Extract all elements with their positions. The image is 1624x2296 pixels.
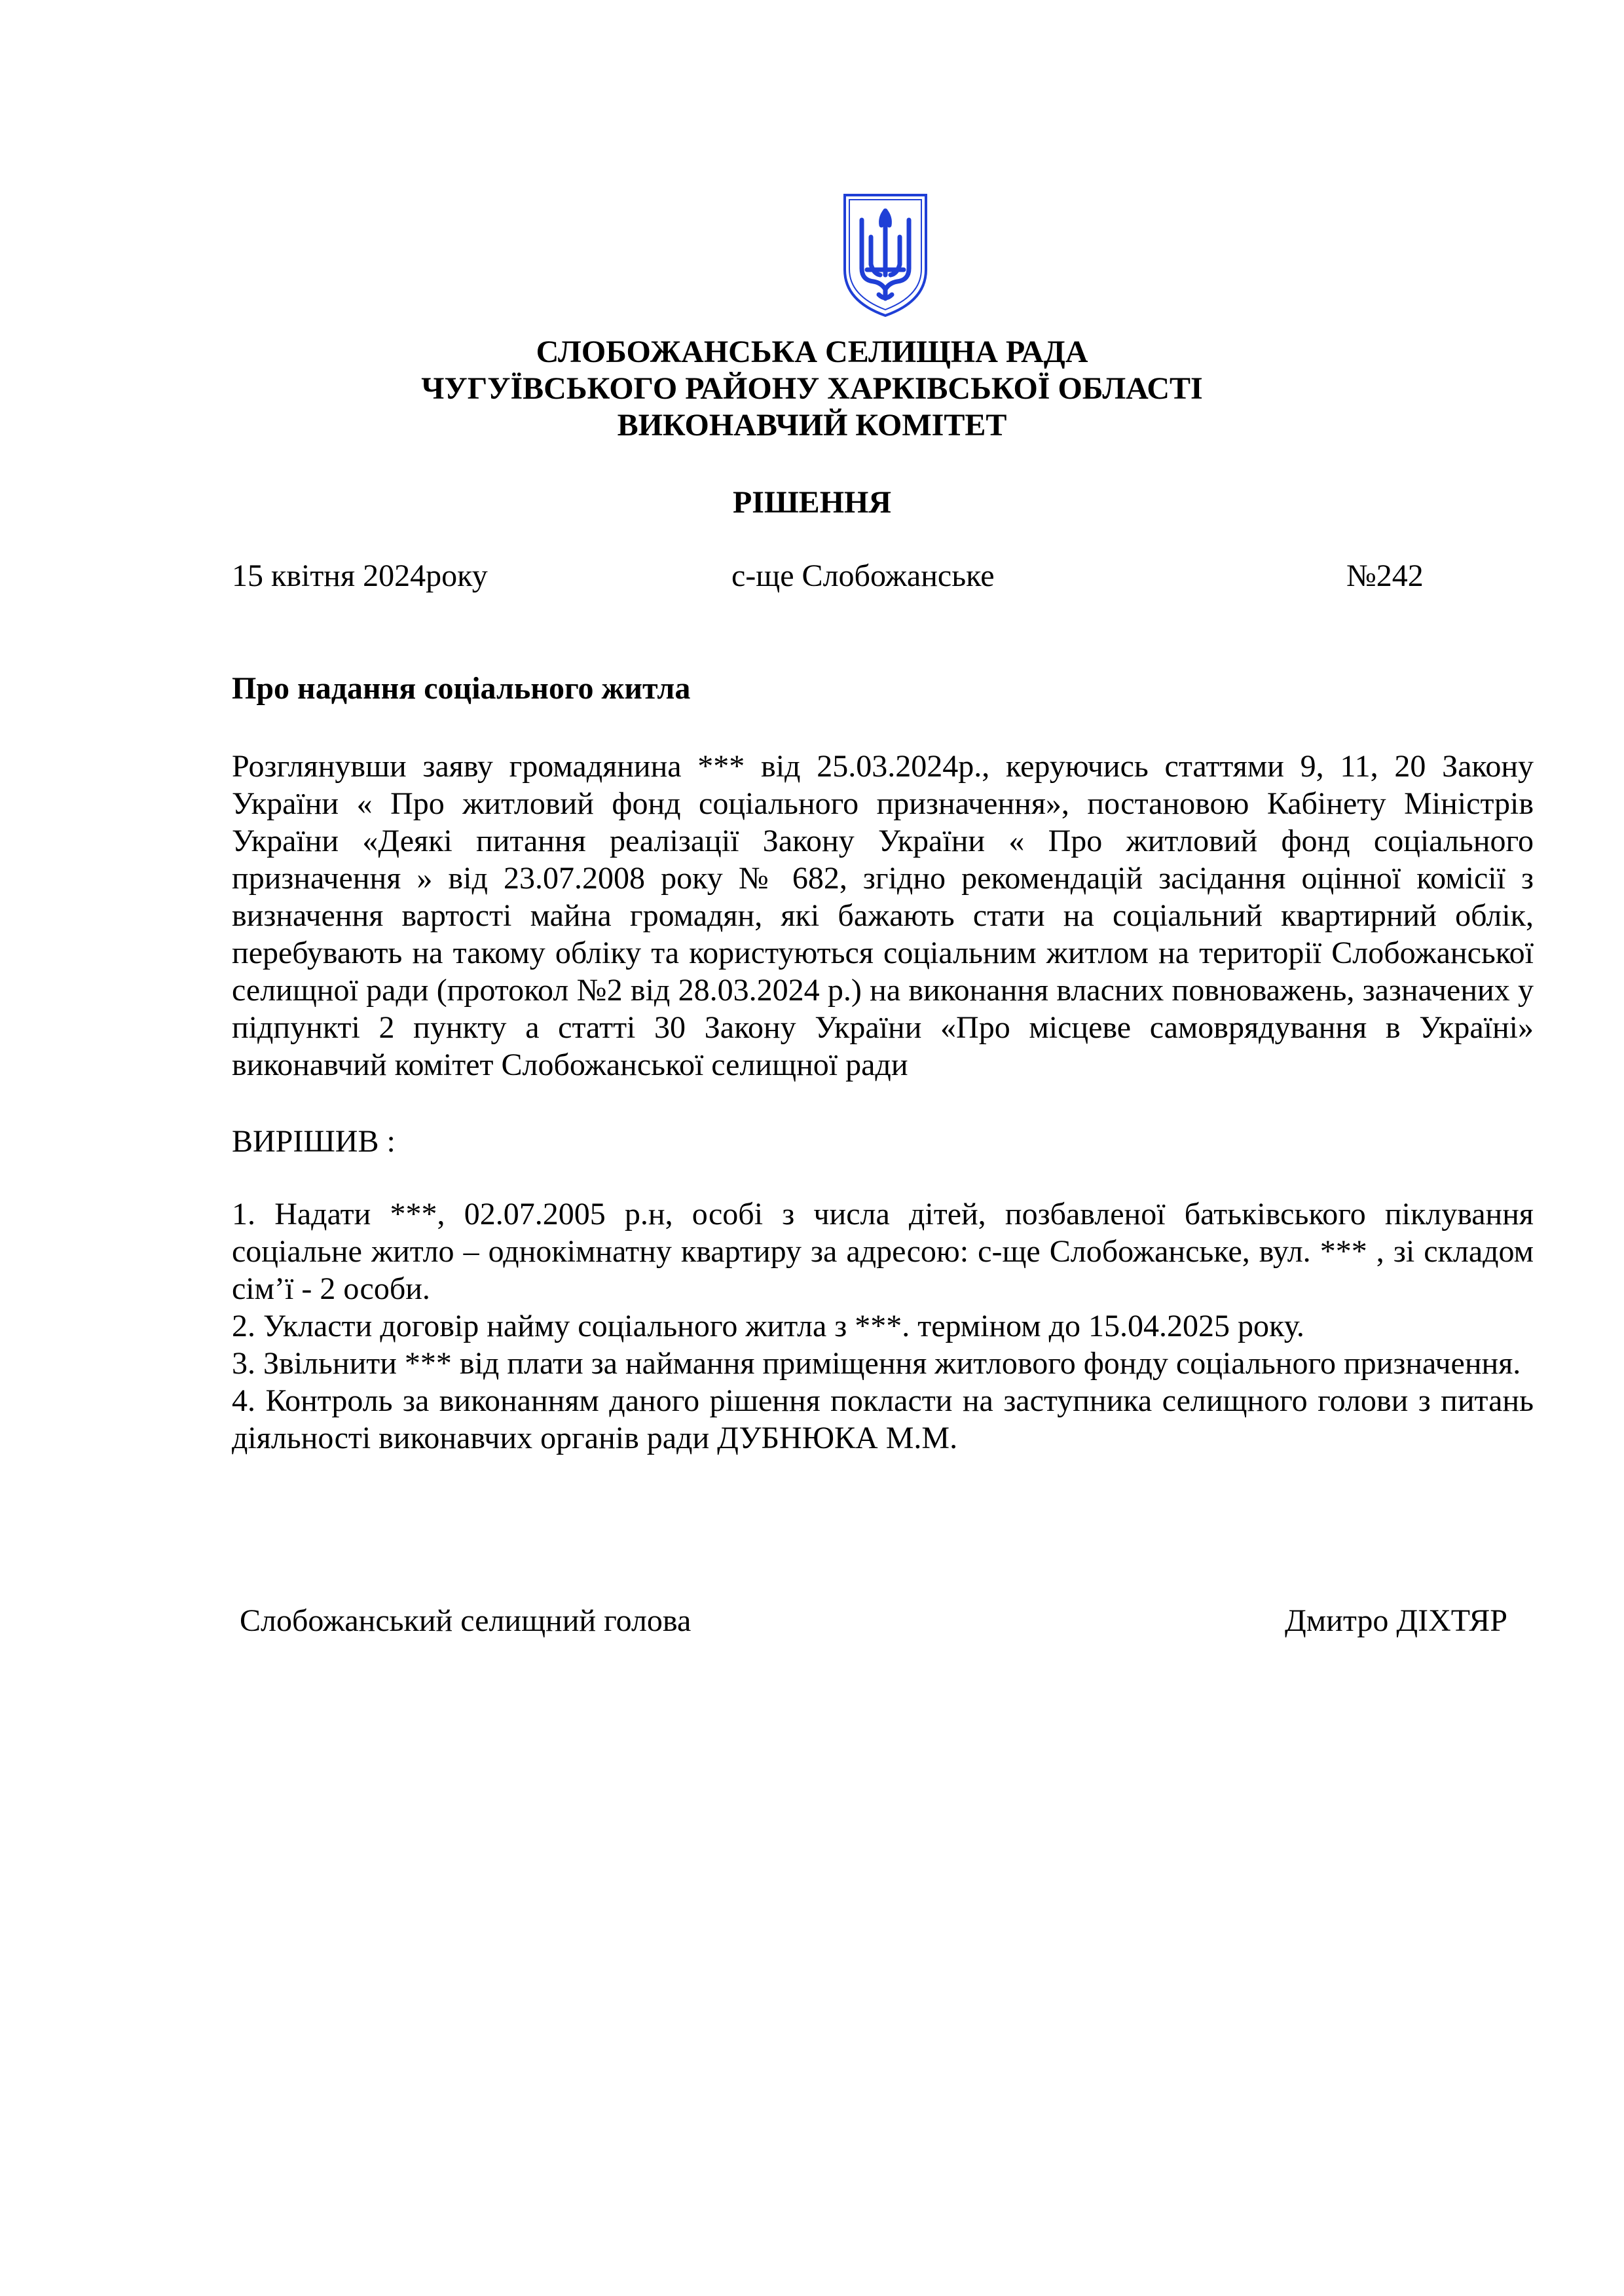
decision-subject: Про надання соціального житла xyxy=(232,671,691,706)
decision-item-3: 3. Звільнити *** від плати за наймання приміщення житлового фонду соціального призначення. xyxy=(232,1346,1521,1381)
preamble-paragraph: Розглянувши заяву громадянина *** від 25.03.2024р., керуючись статтями 9, 11, 20 Закону України « Про житловий фонд соціального призначення», постановою Кабінету Міністрів України «Деякі питання реалізації Закону України « Про житловий фонд соціального призначення » від 23.07.2008 року № 682, згідно рекомендацій засідання оцінної комісії з визначення вартості майна громадян, які бажають стати на соціальний квартирний облік, перебувають на такому обліку та користуються соціальним житлом на території Слобожанської селищної ради (протокол №2 від 28.03.2024 р.) на виконання власних повноважень, зазначених у підпункті 2 пункту а статті 30 Закону України «Про місцеве самоврядування в Україні» виконавчий комітет Слобожанської селищної ради xyxy=(232,749,1534,1082)
decided-heading: ВИРІШИВ : xyxy=(232,1124,396,1159)
decision-items xyxy=(232,1195,1534,1457)
decision-item-2: 2. Укласти договір найму соціального житла з ***. терміном до 15.04.2025 року. xyxy=(232,1309,1304,1343)
decision-item-4: 4. Контроль за виконанням даного рішення покласти на заступника селищного голови з питань діяльності виконавчих органів ради ДУБНЮКА М.М. xyxy=(232,1383,1534,1455)
signer-name: Дмитро ДІХТЯР xyxy=(1285,1603,1507,1638)
document-title: РІШЕННЯ xyxy=(732,485,892,520)
signer-position: Слобожанський селищний голова xyxy=(240,1603,692,1638)
header-council-name: СЛОБОЖАНСЬКА СЕЛИЩНА РАДА xyxy=(536,335,1088,369)
header-executive-committee: ВИКОНАВЧИЙ КОМІТЕТ xyxy=(617,408,1007,443)
tryzub-coat-of-arms-icon xyxy=(841,191,930,319)
decision-date: 15 квітня 2024року xyxy=(232,558,488,593)
organization-header xyxy=(0,334,1624,444)
decision-item-1: 1. Надати ***, 02.07.2005 р.н, особі з числа дітей, позбавленої батьківського піклування соціальне житло – однокімнатну квартиру за адресою: с-ще Слобожанське, вул. *** , зі складом сім’ї - 2 особи. xyxy=(232,1197,1534,1306)
header-district-region: ЧУГУЇВСЬКОГО РАЙОНУ ХАРКІВСЬКОЇ ОБЛАСТІ xyxy=(421,371,1203,406)
decision-number: №242 xyxy=(1346,558,1424,593)
decision-place: с-ще Слобожанське xyxy=(731,558,995,593)
